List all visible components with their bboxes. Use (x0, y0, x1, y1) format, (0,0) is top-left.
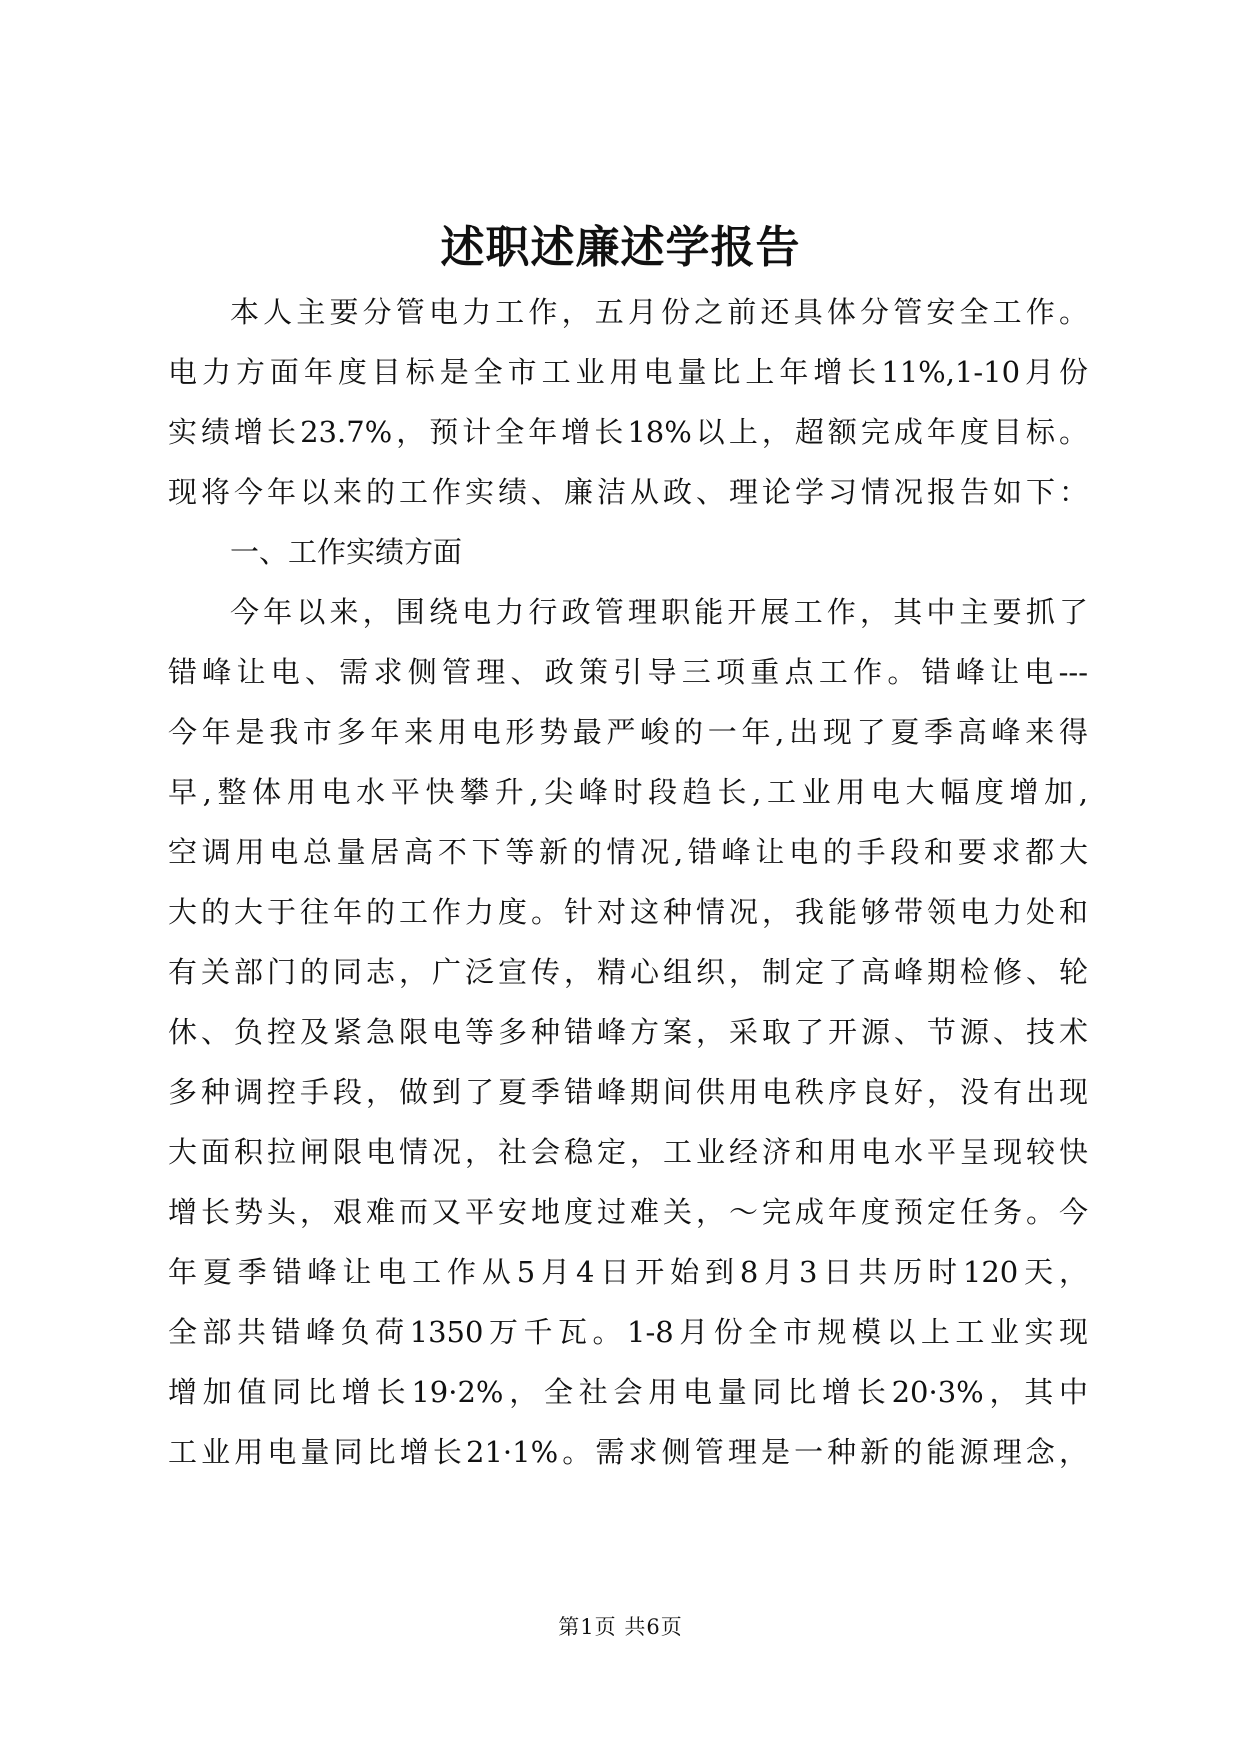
text-line: 今年以来，围绕电力行政管理职能开展工作，其中主要抓了 (230, 595, 1088, 629)
text-line: 大的大于往年的工作力度。针对这种情况，我能够带领电力处和 (168, 895, 1088, 929)
text-line: 增长势头，艰难而又平安地度过难关，～完成年度预定任务。今 (168, 1195, 1088, 1229)
text-line: 实绩增长23.7%，预计全年增长18%以上，超额完成年度目标。 (168, 415, 1088, 449)
document-title: 述职述廉述学报告 (440, 222, 801, 273)
text-line: 增加值同比增长19·2%，全社会用电量同比增长20·3%，其中 (168, 1375, 1088, 1409)
text-line: 大面积拉闸限电情况，社会稳定，工业经济和用电水平呈现较快 (168, 1135, 1088, 1169)
document-body (168, 282, 1088, 1482)
text-line: 工业用电量同比增长21·1%。需求侧管理是一种新的能源理念， (168, 1435, 1088, 1469)
text-line: 本人主要分管电力工作，五月份之前还具体分管安全工作。 (230, 295, 1088, 329)
text-line: 现将今年以来的工作实绩、廉洁从政、理论学习情况报告如下： (168, 475, 1088, 509)
section-heading: 一、工作实绩方面 (230, 535, 463, 569)
text-line: 休、负控及紧急限电等多种错峰方案，采取了开源、节源、技术 (168, 1015, 1088, 1049)
page-footer: 第1页 共6页 (558, 1615, 683, 1639)
text-line: 有关部门的同志，广泛宣传，精心组织，制定了高峰期检修、轮 (168, 955, 1088, 989)
text-line: 年夏季错峰让电工作从5月4日开始到8月3日共历时120天， (168, 1255, 1088, 1289)
text-line: 今年是我市多年来用电形势最严峻的一年,出现了夏季高峰来得 (168, 715, 1088, 749)
text-line: 电力方面年度目标是全市工业用电量比上年增长11%,1-10月份 (168, 355, 1088, 389)
text-line: 空调用电总量居高不下等新的情况,错峰让电的手段和要求都大 (168, 835, 1088, 869)
text-line: 早,整体用电水平快攀升,尖峰时段趋长,工业用电大幅度增加, (168, 775, 1088, 809)
text-line: 多种调控手段，做到了夏季错峰期间供用电秩序良好，没有出现 (168, 1075, 1088, 1109)
text-line: 错峰让电、需求侧管理、政策引导三项重点工作。错峰让电--- (168, 655, 1088, 689)
text-line: 全部共错峰负荷1350万千瓦。1-8月份全市规模以上工业实现 (168, 1315, 1088, 1349)
